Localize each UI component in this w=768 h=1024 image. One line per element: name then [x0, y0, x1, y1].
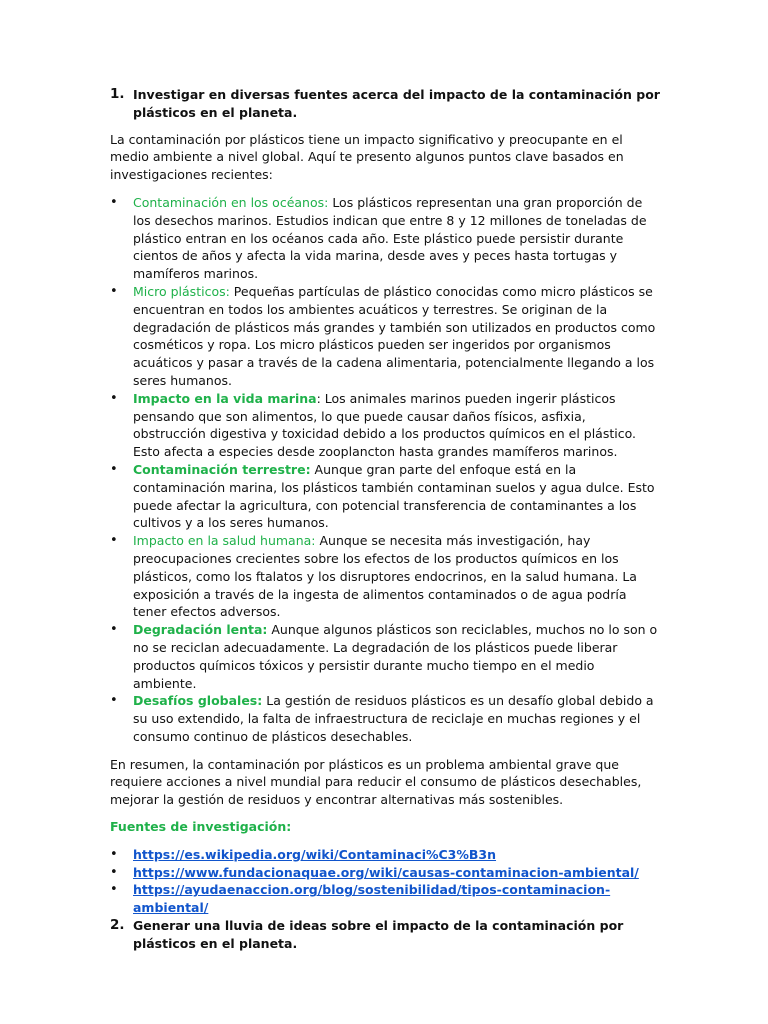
bullet-icon: • [110, 882, 118, 898]
list-item [110, 881, 660, 917]
sources-heading: Fuentes de investigación: [110, 819, 292, 835]
point-body: Aunque algunos plásticos son reciclables, muchos no lo son o no se reciclan adecuadamente. La degradación de los plásticos puede liberar productos químicos tóxicos y persistir durante mucho tiempo en el medio ambiente. [133, 622, 658, 691]
point-title: Desafíos globales: [133, 693, 263, 709]
bullet-icon: • [110, 283, 118, 299]
bullet-icon: • [110, 864, 118, 880]
list-item [110, 621, 660, 692]
point-body: Los plásticos representan una gran proporción de los desechos marinos. Estudios indican que entre 8 y 12 millones de toneladas de plástico entran en los océanos cada año. Este plástico puede persistir durante cientos de años y afecta la vida marina, desde aves y peces hasta tortugas y mamíferos marinos. [133, 194, 647, 282]
point-title: Contaminación en los océanos: [133, 194, 329, 210]
list-item [110, 692, 660, 745]
list-item [110, 461, 660, 532]
source-link-ayudaenaccion[interactable]: https://ayudaenaccion.org/blog/sostenibilidad/tipos-contaminacion-ambiental/ [133, 882, 611, 916]
list-item [110, 532, 660, 621]
point-title: Degradación lenta: [133, 622, 268, 638]
source-link-fundacionaquae[interactable]: https://www.fundacionaquae.org/wiki/causas-contaminacion-ambiental/ [133, 864, 639, 880]
point-title: Impacto en la vida marina [133, 390, 317, 406]
summary-paragraph: En resumen, la contaminación por plásticos es un problema ambiental grave que requiere acciones a nivel mundial para reducir el consumo de plásticos desechables, mejorar la gestión de residuos y encontrar alternativas más sostenibles. [110, 756, 642, 808]
item-number: 2. [110, 917, 125, 934]
intro-paragraph: La contaminación por plásticos tiene un impacto significativo y preocupante en el medio ambiente a nivel global. Aquí te presento algunos puntos clave basados en investigaciones recientes: [110, 131, 624, 183]
bullet-icon: • [110, 461, 118, 477]
list-item [110, 283, 660, 390]
bullet-icon: • [110, 194, 118, 210]
point-body: La gestión de residuos plásticos es un desafío global debido a su uso extendido, la falta de infraestructura de reciclaje en muchas regiones y el consumo continuo de plásticos desechables. [133, 693, 654, 744]
list-item [110, 390, 660, 461]
point-body: Aunque gran parte del enfoque está en la contaminación marina, los plásticos también contaminan suelos y agua dulce. Esto puede afectar la agricultura, con potencial transferencia de contaminantes a los cultivos y a los seres humanos. [133, 461, 655, 531]
item-number: 1. [110, 86, 125, 102]
item-heading: Investigar en diversas fuentes acerca del impacto de la contaminación por plásticos en el planeta. [133, 87, 660, 120]
item-heading: Generar una lluvia de ideas sobre el impacto de la contaminación por plásticos en el planeta. [133, 918, 624, 951]
list-item [110, 194, 660, 283]
point-title: Micro plásticos: [133, 283, 230, 299]
source-link-wikipedia[interactable]: https://es.wikipedia.org/wiki/Contaminaci%C3%B3n [133, 846, 497, 862]
bullet-icon: • [110, 533, 118, 549]
list-item [110, 864, 660, 882]
bullet-icon: • [110, 693, 118, 709]
list-item [110, 846, 660, 864]
bullet-icon: • [110, 622, 118, 638]
numbered-item-1 [110, 86, 660, 122]
bullet-icon: • [110, 390, 118, 406]
document-page [110, 86, 660, 953]
key-points-list [110, 194, 660, 746]
point-body: Pequeñas partículas de plástico conocidas como micro plásticos se encuentran en todos los ambientes acuáticos y terrestres. Se originan de la degradación de plásticos más grandes y también son utilizados en productos como cosméticos y ropa. Los micro plásticos pueden ser ingeridos por organismos acuáticos y pasar a través de la cadena alimentaria, potencialmente llegando a los seres humanos. [133, 283, 656, 388]
point-body: Aunque se necesita más investigación, hay preocupaciones crecientes sobre los efectos de los productos químicos en los plásticos, como los ftalatos y los disruptores endocrinos, en la salud humana. La exposición a través de la ingesta de alimentos contaminados o de agua podría tener efectos adversos. [133, 533, 637, 620]
numbered-item-2 [110, 917, 660, 953]
point-title: Impacto en la salud humana: [133, 533, 316, 549]
point-title: Contaminación terrestre: [133, 461, 311, 477]
point-body: : Los animales marinos pueden ingerir plásticos pensando que son alimentos, lo que puede causar daños físicos, asfixia, obstrucción digestiva y toxicidad debido a los productos químicos en el plástico. Esto afecta a especies desde zooplancton hasta grandes mamíferos marinos. [133, 390, 636, 460]
bullet-icon: • [110, 846, 118, 862]
sources-list [110, 846, 660, 917]
